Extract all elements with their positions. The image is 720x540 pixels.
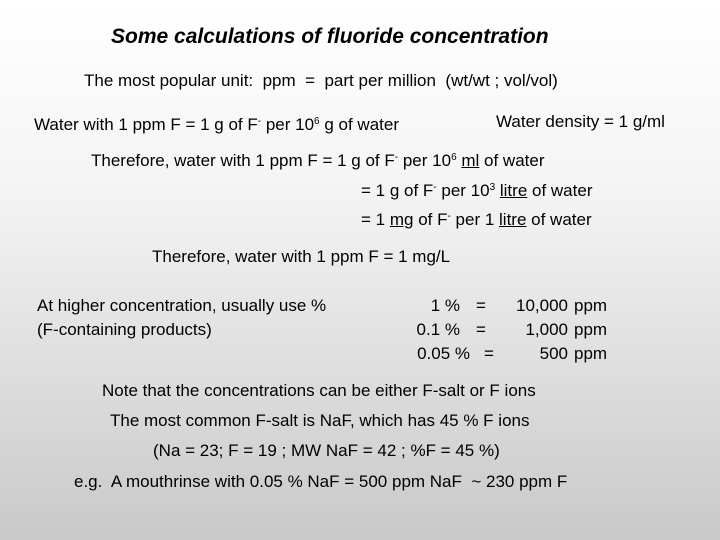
underlined-unit: ml — [461, 151, 480, 170]
therefore-ml-line — [91, 151, 545, 171]
popular-unit-line: The most popular unit: ppm = part per million (wt/wt ; vol/vol) — [84, 71, 558, 90]
unit-cell: ppm — [574, 320, 608, 339]
text: per 10 — [261, 115, 315, 134]
text: = 1 g of F — [361, 181, 434, 200]
text: of water — [526, 210, 592, 229]
underlined-unit: litre — [499, 210, 527, 229]
superscript: 3 — [489, 182, 496, 193]
pct-cell: 0.1 % — [416, 320, 460, 339]
text: of water — [479, 151, 545, 170]
water-1ppm-line — [34, 115, 399, 135]
ppm-cell: 1,000 — [525, 320, 568, 339]
pct-cell: 0.05 % — [417, 344, 470, 363]
unit-cell: ppm — [574, 344, 608, 363]
higher-concentration-line: At higher concentration, usually use % — [37, 296, 327, 315]
text: g of water — [319, 115, 399, 134]
note-mw: (Na = 23; F = 19 ; MW NaF = 42 ; %F = 45 %) — [153, 441, 500, 460]
text: of water — [527, 181, 593, 200]
f-products-line: (F-containing products) — [37, 320, 212, 339]
superscript: 6 — [451, 152, 457, 163]
superscript: - — [433, 182, 437, 193]
example-mouthrinse: e.g. A mouthrinse with 0.05 % NaF = 500 ppm NaF ~ 230 ppm F — [74, 472, 568, 491]
water-density-line: Water density = 1 g/ml — [496, 112, 665, 131]
text: Therefore, water with 1 ppm F = 1 g of F — [91, 151, 395, 170]
superscript: 6 — [314, 116, 320, 127]
text: per 10 — [398, 151, 452, 170]
pct-cell: 1 % — [430, 296, 460, 315]
equals-litre-line — [361, 181, 592, 201]
text: = 1 — [361, 210, 390, 229]
note-naf: The most common F-salt is NaF, which has 45 % F ions — [110, 411, 530, 430]
ppm-cell: 500 — [539, 344, 568, 363]
superscript: - — [394, 152, 399, 163]
text: of F — [413, 210, 448, 229]
text: Water with 1 ppm F = 1 g of F — [34, 115, 258, 134]
equals-mg-line — [361, 210, 592, 230]
text: per 10 — [436, 181, 490, 200]
superscript: - — [257, 116, 262, 127]
underlined-unit: litre — [499, 181, 528, 200]
ppm-cell: 10,000 — [516, 296, 568, 315]
text: per 1 — [450, 210, 500, 229]
superscript: - — [447, 211, 451, 222]
eq-cell: = — [484, 344, 494, 363]
therefore-mgl-line: Therefore, water with 1 ppm F = 1 mg/L — [152, 247, 451, 266]
underlined-unit: mg — [389, 210, 414, 229]
eq-cell: = — [476, 296, 486, 315]
note-salt-or-ions: Note that the concentrations can be either F-salt or F ions — [102, 381, 536, 400]
unit-cell: ppm — [574, 296, 608, 315]
eq-cell: = — [476, 320, 486, 339]
slide-title: Some calculations of fluoride concentration — [111, 25, 549, 48]
